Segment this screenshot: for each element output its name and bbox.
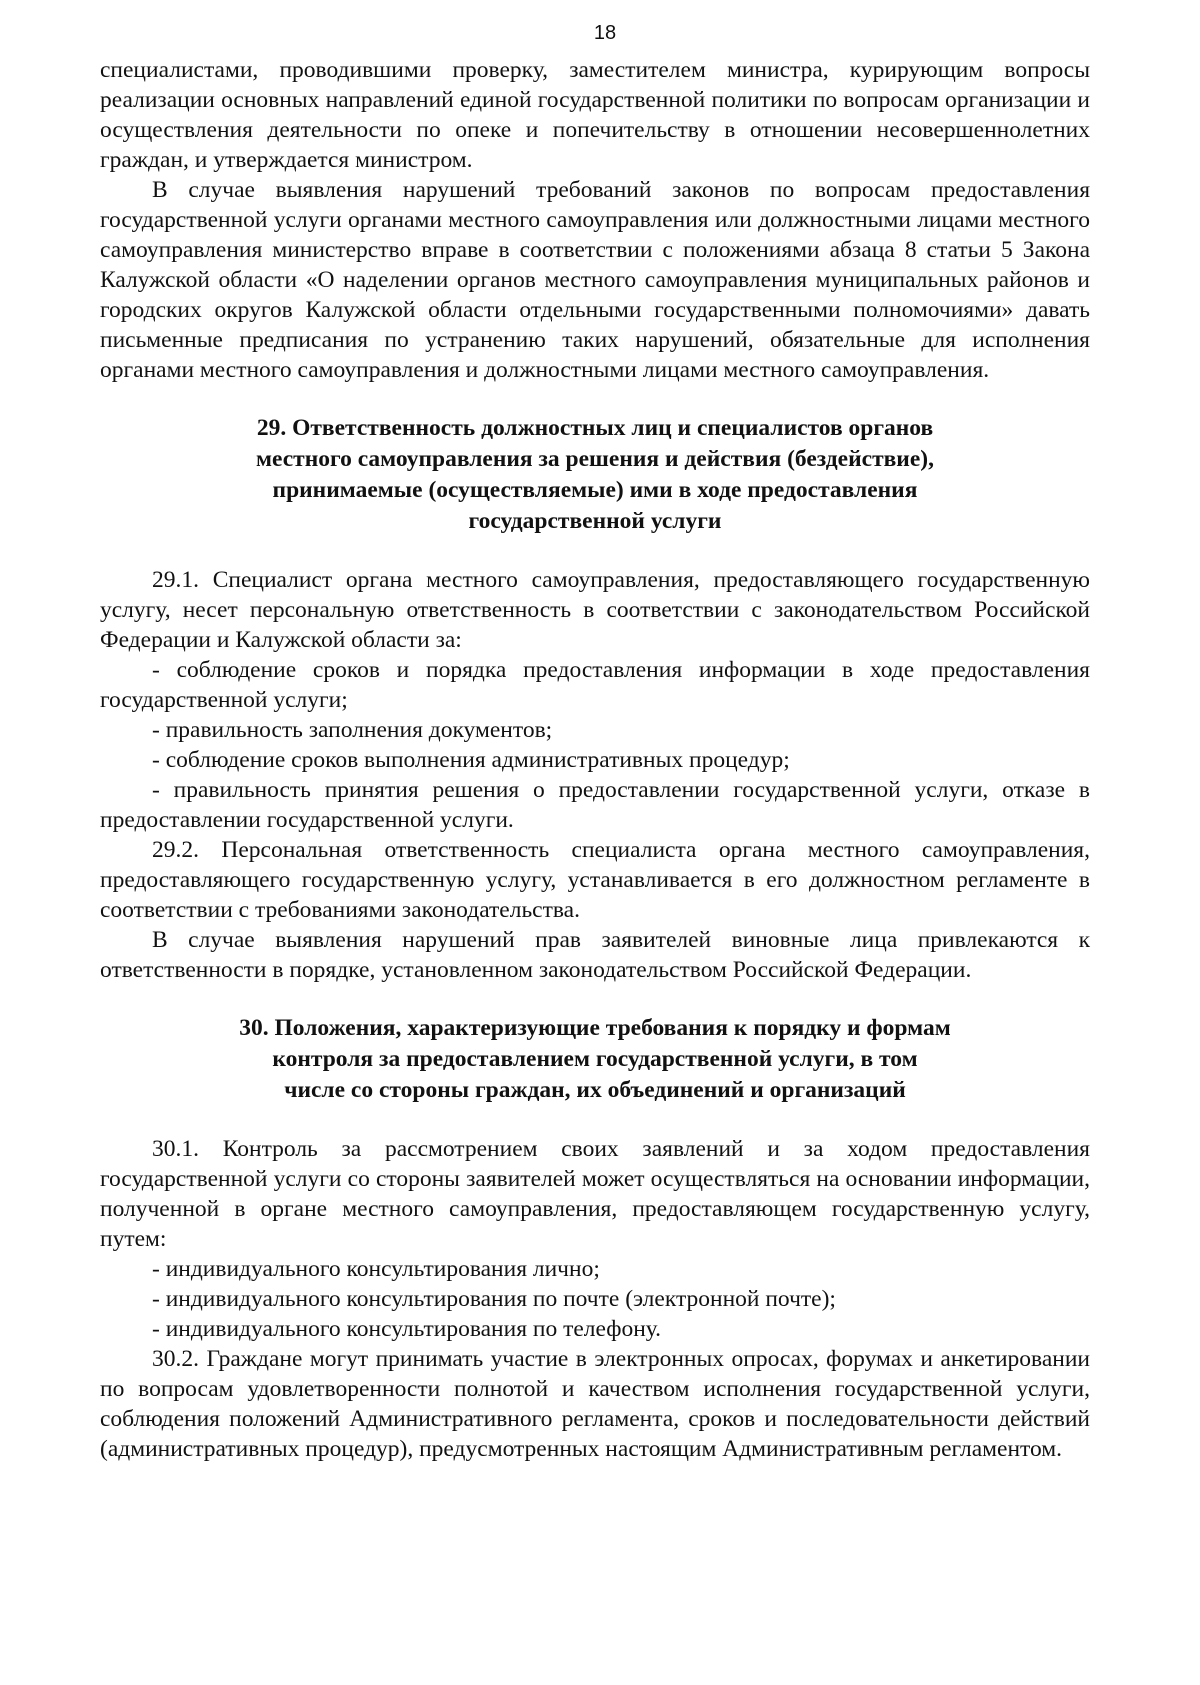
intro-paragraph-1: специалистами, проводившими проверку, заместителем министра, курирующим вопросы реализации основных направлений единой государственной политики по вопросам организации и осуществления деятельности по опеке и попечительству в отношении несовершеннолетних граждан, и утверждается министром. bbox=[100, 57, 1090, 173]
list-item: - индивидуального консультирования по почте (электронной почте); bbox=[152, 1286, 836, 1312]
list-item: - индивидуального консультирования по телефону. bbox=[152, 1316, 662, 1342]
list-item: - правильность заполнения документов; bbox=[152, 717, 553, 743]
list-item: - соблюдение сроков и порядка предоставления информации в ходе предоставления государственной услуги; bbox=[100, 657, 1090, 713]
page-number: 18 bbox=[593, 22, 617, 44]
list-item: - правильность принятия решения о предоставлении государственной услуги, отказе в предоставлении государственной услуги. bbox=[100, 777, 1090, 833]
heading-line: местного самоуправления за решения и действия (бездействие), bbox=[256, 446, 934, 472]
clause-29-2: 29.2. Персональная ответственность специалиста органа местного самоуправления, предоставляющего государственную услугу, устанавливается в его должностном регламенте в соответствии с требованиями законодательства. bbox=[100, 837, 1090, 923]
heading-line: государственной услуги bbox=[468, 508, 722, 534]
intro-paragraph-2: В случае выявления нарушений требований законов по вопросам предоставления государственной услуги органами местного самоуправления или должностными лицами местного самоуправления министерство вправе в соответствии с положениями абзаца 8 статьи 5 Закона Калужской области «О наделении органов местного самоуправления муниципальных районов и городских округов Калужской области отдельными государственными полномочиями» давать письменные предписания по устранению таких нарушений, обязательные для исполнения органами местного самоуправления и должностными лицами местного самоуправления. bbox=[100, 177, 1090, 383]
section-29-paragraph-3: В случае выявления нарушений прав заявителей виновные лица привлекаются к ответственности в порядке, установленном законодательством Российской Федерации. bbox=[100, 927, 1090, 983]
clause-29-1: 29.1. Специалист органа местного самоуправления, предоставляющего государственную услугу, несет персональную ответственность в соответствии с законодательством Российской Федерации и Калужской области за: bbox=[100, 567, 1090, 653]
list-item: - соблюдение сроков выполнения административных процедур; bbox=[152, 747, 790, 773]
heading-line: контроля за предоставлением государственной услуги, в том bbox=[272, 1046, 918, 1072]
heading-line: числе со стороны граждан, их объединений и организаций bbox=[284, 1077, 906, 1103]
heading-line: 29. Ответственность должностных лиц и специалистов органов bbox=[256, 415, 934, 441]
heading-line: принимаемые (осуществляемые) ими в ходе предоставления bbox=[272, 477, 918, 503]
section-30-heading bbox=[100, 1013, 1090, 1106]
clause-30-1: 30.1. Контроль за рассмотрением своих заявлений и за ходом предоставления государственной услуги со стороны заявителей может осуществляться на основании информации, полученной в органе местного самоуправления, предоставляющем государственную услугу, путем: bbox=[100, 1136, 1090, 1252]
heading-line: 30. Положения, характеризующие требования к порядку и формам bbox=[239, 1015, 951, 1041]
section-29-heading bbox=[100, 413, 1090, 537]
list-item: - индивидуального консультирования лично; bbox=[152, 1256, 600, 1282]
clause-30-2: 30.2. Граждане могут принимать участие в электронных опросах, форумах и анкетировании по вопросам удовлетворенности полнотой и качеством исполнения государственной услуги, соблюдения положений Административного регламента, сроков и последовательности действий (административных процедур), предусмотренных настоящим Административным регламентом. bbox=[100, 1346, 1090, 1462]
